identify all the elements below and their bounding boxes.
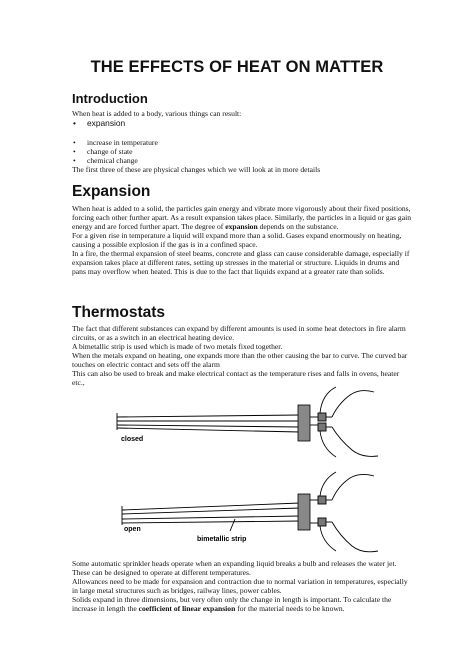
closing-paragraph-1: Some automatic sprinkler heads operate when an expanding liquid breaks a bulb and releases the water jet. These can be designed to operate at different temperatures. [72, 559, 397, 578]
closed-label: closed [121, 436, 144, 443]
introduction-lead: When heat is added to a body, various things can result: [72, 109, 242, 118]
bimetallic-strip-label: bimetallic strip [197, 536, 247, 543]
introduction-item: • chemical change [72, 156, 412, 165]
open-mounting-block [298, 494, 310, 530]
introduction-closing: The first three of these are physical changes which we will look at in more details [72, 165, 321, 175]
closed-mounting-block [298, 405, 310, 441]
closing-bold-term: coefficient of linear expansion [138, 604, 236, 614]
closing-paragraph-3: Solids expand in three dimensions, but very often only the change in length is important. To calculate the increase in length the coefficient of linear expansion for the material needs to be known. [72, 595, 392, 614]
expansion-heading: Expansion [72, 183, 151, 200]
introduction-item: • change of state [72, 147, 412, 156]
open-label: open [124, 526, 141, 533]
expansion-paragraph-3: In a fire, the thermal expansion of steel beams, concrete and glass can cause considerable damage, especially if expansion takes place at different rates, setting up stresses in the material or structure. Liquids in drums and pans may overflow when heated. This is due to the fact that liquids expand at a greater rate than solids. [72, 249, 410, 277]
page-title: THE EFFECTS OF HEAT ON MATTER [90, 58, 384, 76]
thermostats-paragraph-2: A bimetallic strip is used which is made of two metals fixed together. [72, 342, 283, 352]
introduction-item: • increase in temperature [72, 138, 412, 147]
closed-strip [117, 413, 300, 432]
expansion-paragraph-2: For a given rise in temperature a liquid will expand more than a solid. Gases expand enormously on heating, causing a possible explosion if the gas is in a confined space. [72, 231, 402, 250]
thermostats-paragraph-4: This can also be used to break and make electrical contact as the temperature rises and falls in ovens, heater etc., [72, 369, 400, 388]
open-contacts [310, 472, 378, 552]
closed-contacts [310, 387, 378, 457]
thermostats-paragraph-3: When the metals expand on heating, one expands more than the other causing the bar to curve. The curved bar touches on electric contact and sets off the alarm [72, 351, 408, 370]
open-strip [122, 503, 300, 531]
thermostats-paragraph-1: The fact that different substances can expand by different amounts is used in some heat detectors in fire alarm circuits, or as a switch in an electrical heating device. [72, 324, 406, 343]
closing-body [72, 559, 412, 613]
expansion-paragraph-1: When heat is added to a solid, the particles gain energy and vibrate more vigorously about their fixed positions, forcing each other further apart. As a result expansion takes place. Similarly, the particles in a liquid or gas gain energy and are forced further apart. The degree of expansion depends on the substance. [72, 204, 412, 232]
thermostats-heading: Thermostats [72, 304, 166, 321]
introduction-first-item: • expansion [72, 118, 412, 129]
closing-paragraph-2: Allowances need to be made for expansion and contraction due to normal variation in temperatures, especially in large metal structures such as bridges, railway lines, power cables. [72, 577, 408, 596]
expansion-bold-term: expansion [225, 222, 258, 232]
introduction-heading: Introduction [72, 91, 148, 106]
